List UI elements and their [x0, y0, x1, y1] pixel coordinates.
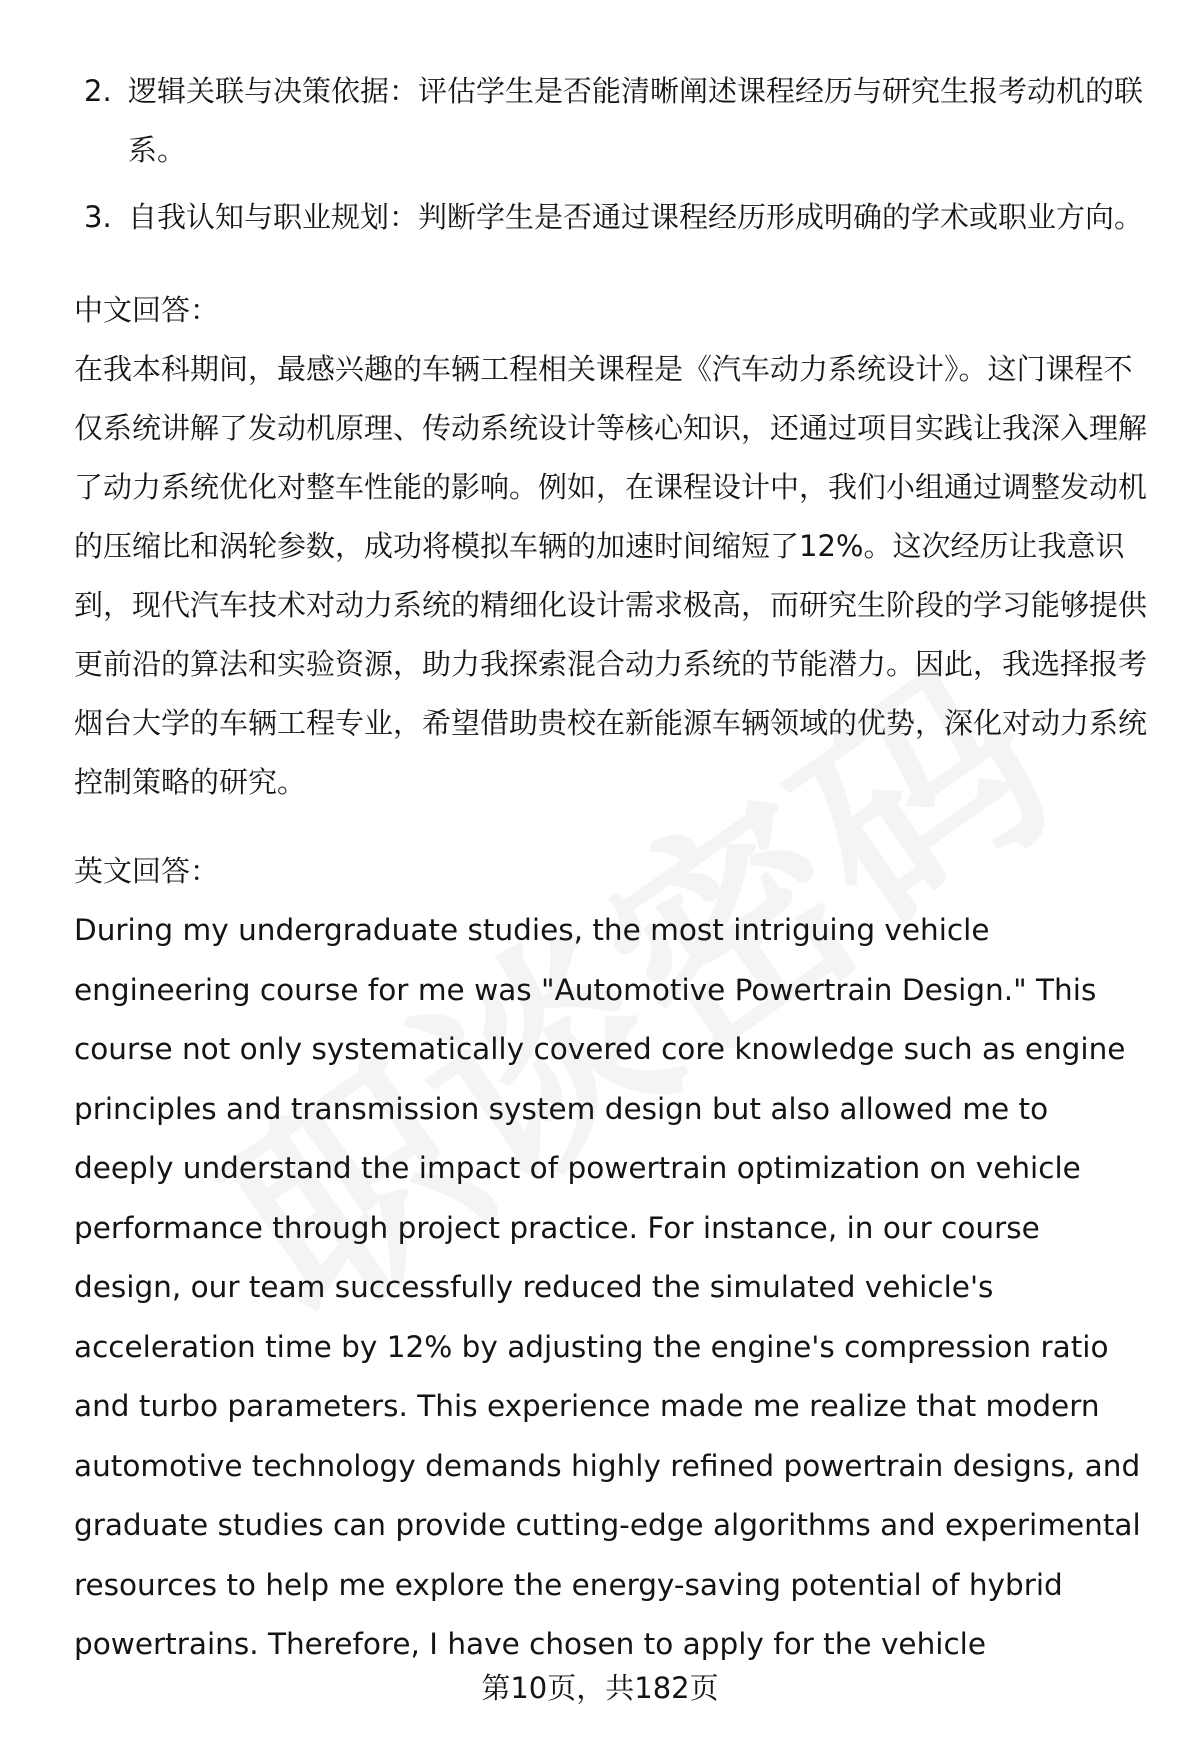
chinese-answer-body: 在我本科期间，最感兴趣的车辆工程相关课程是《汽车动力系统设计》。这门课程不仅系统讲解了发动机原理、传动系统设计等核心知识，还通过项目实践让我深入理解了动力系统优化对整车性能的影响。例如，在课程设计中，我们小组通过调整发动机的压缩比和涡轮参数，成功将模拟车辆的加速时间缩短了12%。这次经历让我意识到，现代汽车技术对动力系统的精细化设计需求极高，而研究生阶段的学习能够提供更前沿的算法和实验资源，助力我探索混合动力系统的节能潜力。因此，我选择报考烟台大学的车辆工程专业，希望借助贵校在新能源车辆领域的优势，深化对动力系统控制策略的研究。 [74, 352, 1148, 799]
criteria-number: 3. [84, 200, 112, 234]
page-footer: 第10页，共182页 [481, 1671, 719, 1705]
english-answer-heading: 英文回答： [74, 854, 220, 888]
criteria-number: 2. [84, 74, 112, 108]
page-content [74, 62, 1149, 1675]
criteria-text: 自我认知与职业规划：判断学生是否通过课程经历形成明确的学术或职业方向。 [128, 200, 1144, 234]
english-answer-body: During my undergraduate studies, the most intriguing vehicle engineering course for me was "Automotive Powertrain Design." This course not only systematically covered core knowledge such as engine principles and transmission system design but also allowed me to deeply understand the impact of powertrain optimization on vehicle performance through project practice. For instance, in our course design, our team successfully reduced the simulated vehicle's acceleration time by 12% by adjusting the engine's compression ratio and turbo parameters. This experience made me realize that modern automotive technology demands highly refined powertrain designs, and graduate studies can provide cutting-edge algorithms and experimental resources to help me explore the energy-saving potential of hybrid powertrains. Therefore, I have chosen to apply for the vehicle [74, 913, 1141, 1661]
criteria-text: 逻辑关联与决策依据：评估学生是否能清晰阐述课程经历与研究生报考动机的联系。 [128, 74, 1144, 167]
criteria-item [74, 188, 1149, 247]
criteria-item [74, 62, 1149, 180]
criteria-list [74, 62, 1149, 247]
chinese-answer-heading: 中文回答： [74, 293, 220, 327]
